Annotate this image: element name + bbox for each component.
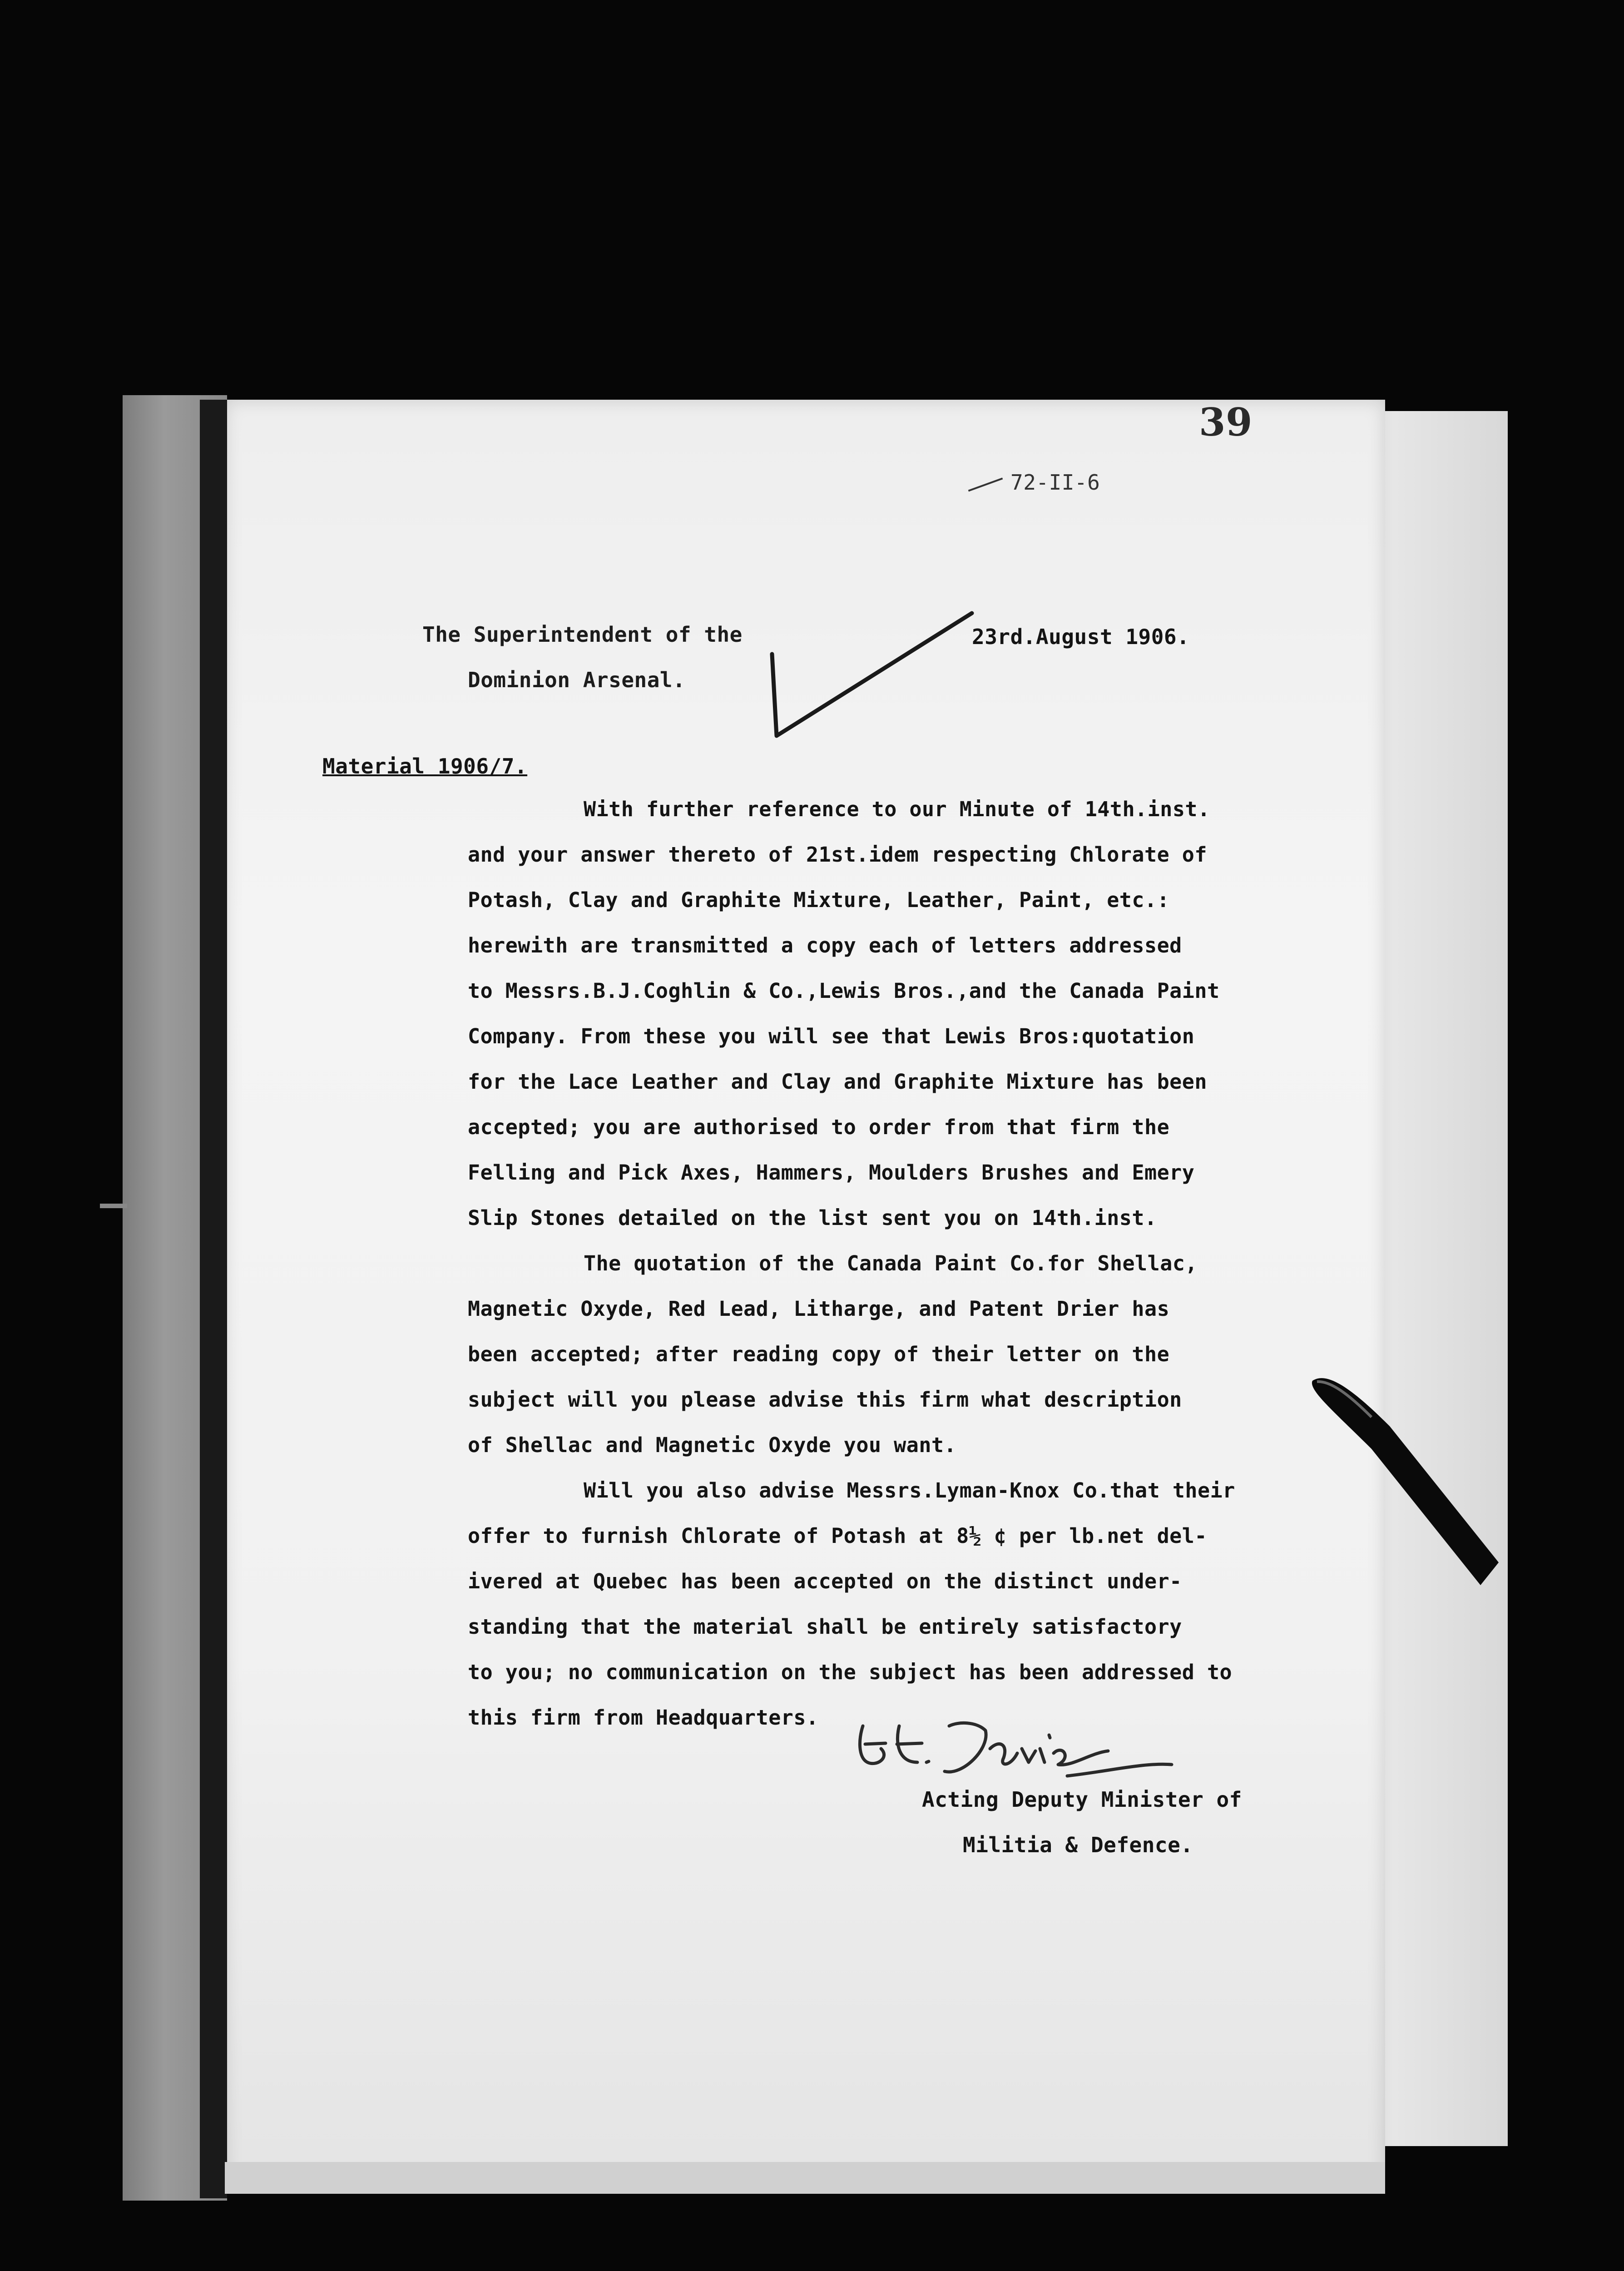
file-reference: 72-II-6 [1010, 470, 1100, 495]
body-line: of Shellac and Magnetic Oxyde you want. [468, 1433, 957, 1457]
page-gutter-shadow [200, 400, 227, 2198]
body-line: With further reference to our Minute of 14th.inst. [584, 797, 1210, 821]
letter-date: 23rd.August 1906. [972, 625, 1190, 649]
body-line: subject will you please advise this firm what description [468, 1388, 1182, 1412]
pen-icon [1308, 1372, 1526, 1608]
body-line: Felling and Pick Axes, Hammers, Moulders Brushes and Emery [468, 1160, 1195, 1185]
body-line: Will you also advise Messrs.Lyman-Knox Co.that their [584, 1478, 1235, 1502]
subject-heading: Material 1906/7. [322, 754, 528, 778]
body-line: Magnetic Oxyde, Red Lead, Litharge, and Patent Drier has [468, 1297, 1170, 1321]
body-line: The quotation of the Canada Paint Co.for Shellac, [584, 1251, 1198, 1275]
body-line: standing that the material shall be entirely satisfactory [468, 1615, 1182, 1639]
handwritten-signature [854, 1708, 1181, 1785]
body-line: offer to furnish Chlorate of Potash at 8½ ¢ per lb.net del- [468, 1524, 1207, 1548]
body-line: to Messrs.B.J.Coghlin & Co.,Lewis Bros.,and the Canada Paint [468, 979, 1220, 1003]
body-line: ivered at Quebec has been accepted on the distinct under- [468, 1569, 1182, 1593]
clip-mark [100, 1204, 127, 1208]
body-line: to you; no communication on the subject has been addressed to [468, 1660, 1233, 1684]
body-line: accepted; you are authorised to order from that firm the [468, 1115, 1170, 1139]
body-line: Potash, Clay and Graphite Mixture, Leather, Paint, etc.: [468, 888, 1170, 912]
page-number: 39 [1199, 400, 1253, 445]
body-line: herewith are transmitted a copy each of letters addressed [468, 933, 1182, 957]
body-line: been accepted; after reading copy of their letter on the [468, 1342, 1170, 1366]
addressee-line-1: The Superintendent of the [422, 622, 743, 647]
body-line: this firm from Headquarters. [468, 1706, 819, 1730]
body-line: and your answer thereto of 21st.idem respecting Chlorate of [468, 843, 1207, 867]
body-line: for the Lace Leather and Clay and Graphite Mixture has been [468, 1070, 1207, 1094]
signatory-title-2: Militia & Defence. [963, 1833, 1193, 1857]
addressee-line-2: Dominion Arsenal. [468, 668, 686, 692]
signatory-title-1: Acting Deputy Minister of [922, 1787, 1242, 1812]
checkmark-icon [763, 604, 981, 749]
body-line: Company. From these you will see that Lewis Bros:quotation [468, 1024, 1195, 1048]
page-bottom-edge [225, 2162, 1385, 2194]
body-line: Slip Stones detailed on the list sent you on 14th.inst. [468, 1206, 1157, 1230]
